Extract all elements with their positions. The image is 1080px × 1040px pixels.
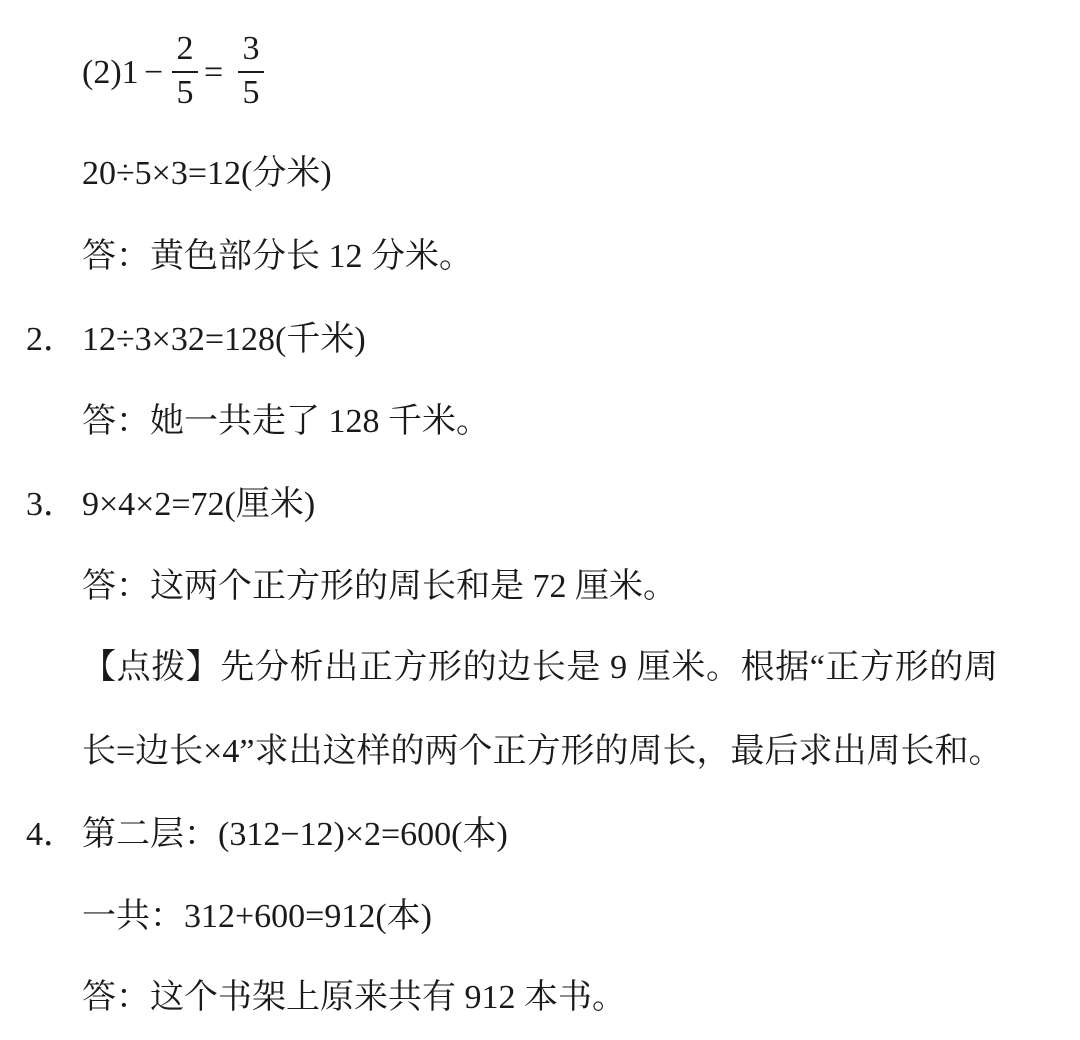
fraction-numerator: 2	[176, 30, 194, 67]
minus-sign: −	[144, 54, 164, 91]
question-3-hint-line-1: 【点拨】先分析出正方形的边长是 9 厘米。根据“正方形的周	[82, 649, 999, 686]
fraction-denominator: 5	[176, 74, 194, 111]
question-2-calculation: 12÷3×32=128(千米)	[82, 321, 366, 358]
question-4-answer: 答：这个书架上原来共有 912 本书。	[82, 979, 626, 1016]
question-3-answer: 答：这两个正方形的周长和是 72 厘米。	[82, 568, 677, 605]
fraction-numerator: 3	[242, 30, 260, 67]
part2-answer: 答：黄色部分长 12 分米。	[82, 238, 473, 275]
question-4-number: 4．	[26, 816, 77, 853]
question-3-number: 3．	[26, 486, 77, 523]
question-4-calculation-1: 第二层：(312−12)×2=600(本)	[82, 816, 508, 853]
fraction-two-fifths	[172, 32, 198, 112]
question-2-number: 2．	[26, 321, 77, 358]
part-label: (2)1	[82, 54, 139, 91]
question-3-calculation: 9×4×2=72(厘米)	[82, 486, 316, 523]
question-3-hint-line-2: 长=边长×4”求出这样的两个正方形的周长，最后求出周长和。	[82, 733, 1003, 770]
fraction-bar	[238, 71, 264, 73]
question-4-calculation-2: 一共：312+600=912(本)	[82, 898, 432, 935]
question-2-answer: 答：她一共走了 128 千米。	[82, 403, 490, 440]
fraction-three-fifths	[238, 32, 264, 112]
equals-sign: =	[204, 54, 224, 91]
part2-calculation: 20÷5×3=12(分米)	[82, 155, 332, 192]
fraction-bar	[172, 71, 198, 73]
fraction-denominator: 5	[242, 74, 260, 111]
